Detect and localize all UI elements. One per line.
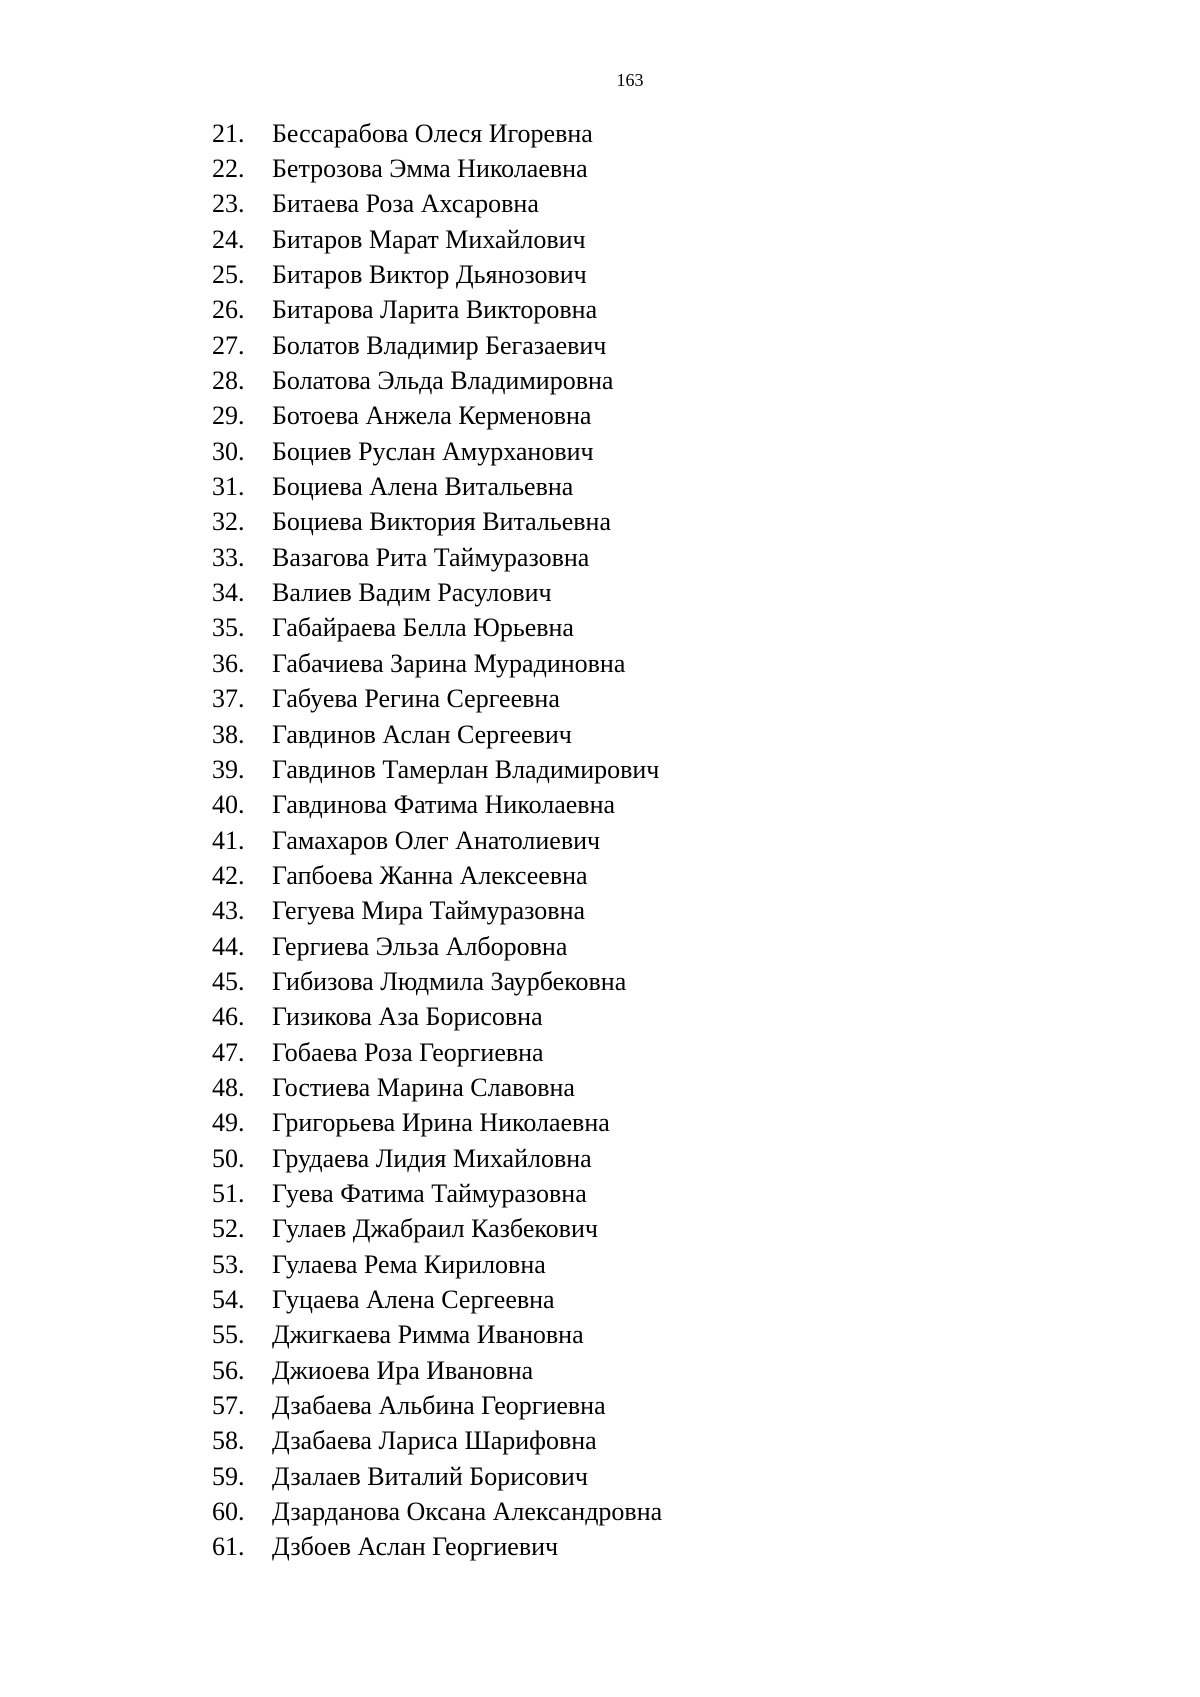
person-name: Гибизова Людмила Заурбековна bbox=[272, 966, 627, 996]
list-item bbox=[212, 1388, 662, 1423]
person-name: Дзбоев Аслан Георгиевич bbox=[272, 1532, 559, 1562]
list-item bbox=[212, 1035, 662, 1070]
person-name: Габайраева Белла Юрьевна bbox=[272, 613, 574, 643]
person-name: Битаева Роза Ахсаровна bbox=[272, 189, 539, 219]
person-name: Дзарданова Оксана Александровна bbox=[272, 1497, 663, 1527]
person-name: Битарова Ларита Викторовна bbox=[272, 295, 598, 325]
item-number: 40. bbox=[212, 790, 245, 820]
item-number: 47. bbox=[212, 1037, 245, 1067]
item-number: 36. bbox=[212, 648, 245, 678]
item-number: 23. bbox=[212, 189, 245, 219]
item-number: 61. bbox=[212, 1532, 245, 1562]
list-item bbox=[212, 1141, 662, 1176]
item-number: 27. bbox=[212, 330, 245, 360]
item-number: 21. bbox=[212, 118, 245, 148]
person-name: Боциева Алена Витальевна bbox=[272, 472, 574, 502]
person-name: Гавдинов Тамерлан Владимирович bbox=[272, 754, 660, 784]
item-number: 39. bbox=[212, 754, 245, 784]
item-number: 49. bbox=[212, 1108, 245, 1138]
person-name: Вазагова Рита Таймуразовна bbox=[272, 542, 590, 572]
item-number: 52. bbox=[212, 1214, 245, 1244]
person-name: Гегуева Мира Таймуразовна bbox=[272, 896, 586, 926]
item-number: 57. bbox=[212, 1391, 245, 1421]
list-item bbox=[212, 1000, 662, 1035]
item-number: 54. bbox=[212, 1285, 245, 1315]
person-name: Битаров Марат Михайлович bbox=[272, 224, 586, 254]
person-name: Гулаев Джабраил Казбекович bbox=[272, 1214, 598, 1244]
item-number: 59. bbox=[212, 1461, 245, 1491]
list-item bbox=[212, 929, 662, 964]
item-number: 32. bbox=[212, 507, 245, 537]
item-number: 38. bbox=[212, 719, 245, 749]
person-name: Гулаева Рема Кириловна bbox=[272, 1249, 546, 1279]
list-item bbox=[212, 1424, 662, 1459]
item-number: 41. bbox=[212, 825, 245, 855]
person-name: Джигкаева Римма Ивановна bbox=[272, 1320, 584, 1350]
list-item bbox=[212, 116, 662, 151]
list-item bbox=[212, 575, 662, 610]
person-name: Дзалаев Виталий Борисович bbox=[272, 1461, 588, 1491]
item-number: 25. bbox=[212, 260, 245, 290]
item-number: 44. bbox=[212, 931, 245, 961]
list-item bbox=[212, 1530, 662, 1565]
item-number: 29. bbox=[212, 401, 245, 431]
person-name: Дзабаева Лариса Шарифовна bbox=[272, 1426, 597, 1456]
person-name: Боциева Виктория Витальевна bbox=[272, 507, 612, 537]
person-name: Гавдинов Аслан Сергеевич bbox=[272, 719, 572, 749]
list-item bbox=[212, 505, 662, 540]
person-name: Габачиева Зарина Мурадиновна bbox=[272, 648, 626, 678]
item-number: 37. bbox=[212, 684, 245, 714]
person-name: Гергиева Эльза Алборовна bbox=[272, 931, 568, 961]
list-item bbox=[212, 469, 662, 504]
list-item bbox=[212, 752, 662, 787]
list-item bbox=[212, 858, 662, 893]
person-name: Валиев Вадим Расулович bbox=[272, 578, 552, 608]
list-item bbox=[212, 1247, 662, 1282]
list-item bbox=[212, 1070, 662, 1105]
person-name: Гапбоева Жанна Алексеевна bbox=[272, 860, 588, 890]
item-number: 53. bbox=[212, 1249, 245, 1279]
person-name: Болатова Эльда Владимировна bbox=[272, 366, 614, 396]
item-number: 51. bbox=[212, 1178, 245, 1208]
name-list bbox=[212, 116, 662, 1565]
item-number: 26. bbox=[212, 295, 245, 325]
item-number: 35. bbox=[212, 613, 245, 643]
person-name: Джиоева Ира Ивановна bbox=[272, 1355, 534, 1385]
item-number: 22. bbox=[212, 154, 245, 184]
person-name: Болатов Владимир Бегазаевич bbox=[272, 330, 607, 360]
list-item bbox=[212, 257, 662, 292]
item-number: 45. bbox=[212, 966, 245, 996]
item-number: 34. bbox=[212, 578, 245, 608]
list-item bbox=[212, 823, 662, 858]
person-name: Бетрозова Эмма Николаевна bbox=[272, 154, 588, 184]
list-item bbox=[212, 151, 662, 186]
item-number: 50. bbox=[212, 1143, 245, 1173]
list-item bbox=[212, 1106, 662, 1141]
list-item bbox=[212, 646, 662, 681]
item-number: 33. bbox=[212, 542, 245, 572]
item-number: 58. bbox=[212, 1426, 245, 1456]
list-item bbox=[212, 187, 662, 222]
list-item bbox=[212, 1459, 662, 1494]
list-item bbox=[212, 964, 662, 999]
list-item bbox=[212, 1353, 662, 1388]
page-number: 163 bbox=[616, 70, 644, 90]
list-item bbox=[212, 293, 662, 328]
list-item bbox=[212, 434, 662, 469]
person-name: Ботоева Анжела Керменовна bbox=[272, 401, 592, 431]
list-item bbox=[212, 363, 662, 398]
item-number: 48. bbox=[212, 1072, 245, 1102]
item-number: 28. bbox=[212, 366, 245, 396]
person-name: Грудаева Лидия Михайловна bbox=[272, 1143, 592, 1173]
item-number: 46. bbox=[212, 1002, 245, 1032]
person-name: Гостиева Марина Славовна bbox=[272, 1072, 575, 1102]
list-item bbox=[212, 1212, 662, 1247]
item-number: 24. bbox=[212, 224, 245, 254]
list-item bbox=[212, 1282, 662, 1317]
list-item bbox=[212, 328, 662, 363]
person-name: Боциев Руслан Амурханович bbox=[272, 436, 594, 466]
list-item bbox=[212, 399, 662, 434]
item-number: 56. bbox=[212, 1355, 245, 1385]
list-item bbox=[212, 1318, 662, 1353]
list-item bbox=[212, 611, 662, 646]
list-item bbox=[212, 788, 662, 823]
item-number: 55. bbox=[212, 1320, 245, 1350]
person-name: Дзабаева Альбина Георгиевна bbox=[272, 1391, 606, 1421]
item-number: 60. bbox=[212, 1497, 245, 1527]
person-name: Габуева Регина Сергеевна bbox=[272, 684, 560, 714]
list-item bbox=[212, 1176, 662, 1211]
list-item bbox=[212, 222, 662, 257]
person-name: Гуева Фатима Таймуразовна bbox=[272, 1178, 587, 1208]
person-name: Бессарабова Олеся Игоревна bbox=[272, 118, 593, 148]
list-item bbox=[212, 717, 662, 752]
list-item bbox=[212, 1494, 662, 1529]
person-name: Гамахаров Олег Анатолиевич bbox=[272, 825, 601, 855]
item-number: 30. bbox=[212, 436, 245, 466]
item-number: 43. bbox=[212, 896, 245, 926]
person-name: Гавдинова Фатима Николаевна bbox=[272, 790, 616, 820]
list-item bbox=[212, 540, 662, 575]
person-name: Гизикова Аза Борисовна bbox=[272, 1002, 543, 1032]
item-number: 31. bbox=[212, 472, 245, 502]
list-item bbox=[212, 894, 662, 929]
person-name: Гуцаева Алена Сергеевна bbox=[272, 1285, 555, 1315]
item-number: 42. bbox=[212, 860, 245, 890]
person-name: Гобаева Роза Георгиевна bbox=[272, 1037, 544, 1067]
person-name: Григорьева Ирина Николаевна bbox=[272, 1108, 610, 1138]
list-item bbox=[212, 682, 662, 717]
person-name: Битаров Виктор Дьянозович bbox=[272, 260, 587, 290]
